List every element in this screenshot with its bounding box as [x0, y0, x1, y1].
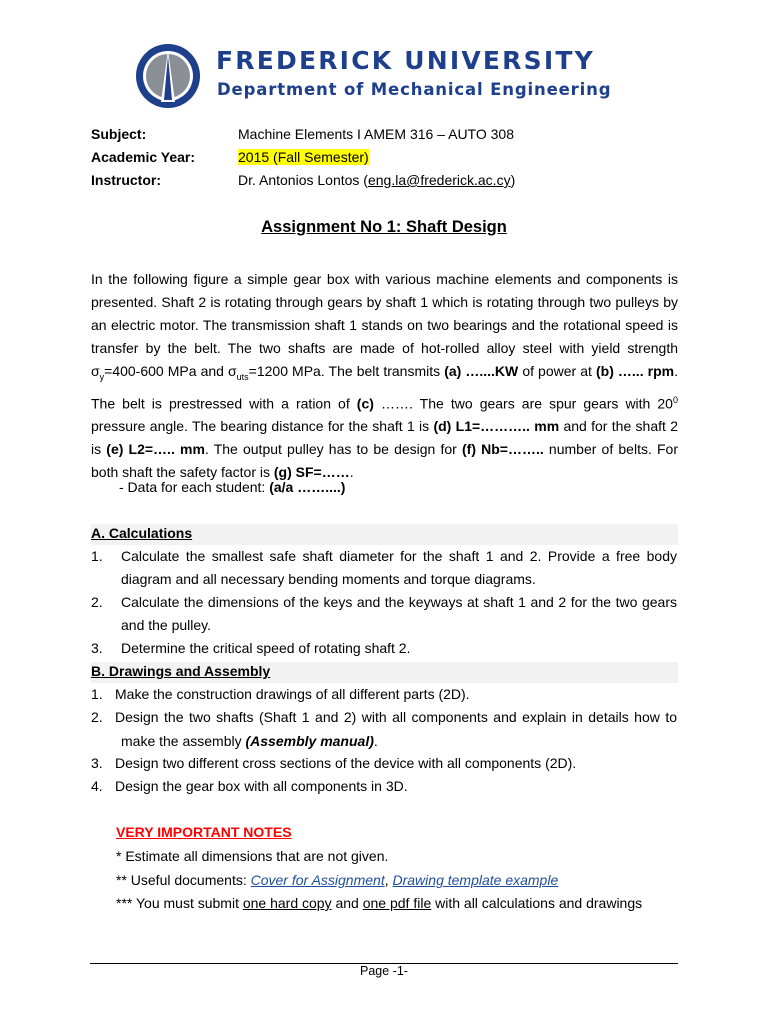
instructor-name: Dr. Antonios Lontos (: [238, 172, 368, 188]
academic-year-label: Academic Year:: [91, 149, 196, 165]
intro-text: number of belts. For both shaft the safety factor is: [91, 441, 679, 481]
superscript-0: 0: [672, 394, 678, 405]
note-2: [116, 872, 558, 888]
list-item-text: make the assembly: [121, 733, 246, 749]
student-data-prefix: - Data for each student:: [119, 479, 270, 495]
list-item: Design two different cross sections of the device with all components (2D).: [115, 755, 577, 771]
intro-text: =1200 MPa. The belt transmits: [248, 363, 445, 379]
subscript-y: y: [99, 371, 105, 382]
instructor-value: [238, 172, 515, 188]
drawing-template-link[interactable]: Drawing template example: [392, 872, 559, 888]
intro-paragraph: [91, 268, 678, 484]
university-logo-icon: [134, 42, 202, 110]
student-data-line: [119, 479, 345, 495]
section-a-title: A. Calculations: [91, 525, 193, 541]
intro-text: and for the shaft 2 is: [91, 418, 678, 458]
param-a: (a) …....KW: [444, 363, 519, 379]
list-item: Calculate the smallest safe shaft diameter for the shaft 1 and 2. Provide a free body: [121, 548, 677, 564]
param-d: (d) L1=……….. mm: [433, 418, 560, 435]
note-3-middle: and: [331, 895, 363, 911]
intro-text: . The output pulley has to be design for: [204, 441, 462, 458]
note-2-prefix: ** Useful documents:: [116, 872, 251, 888]
notes-title: VERY IMPORTANT NOTES: [116, 824, 292, 840]
list-item-text: .: [373, 733, 378, 749]
note-3: [116, 895, 642, 911]
subscript-uts: uts: [236, 371, 249, 382]
instructor-close-paren: ): [510, 172, 516, 188]
list-item: [121, 733, 378, 749]
university-name: FREDERICK UNIVERSITY: [216, 46, 595, 75]
intro-text: . The belt is prestressed with a ration of: [91, 363, 678, 412]
assignment-title: [0, 218, 768, 237]
list-number: 1.: [91, 686, 103, 702]
intro-text: ……. The two gears are spur gears with 20: [373, 395, 673, 412]
intro-text: pressure angle. The bearing distance for the shaft 1 is: [91, 418, 434, 435]
list-item: Design the two shafts (Shaft 1 and 2) with all components and explain in details how to: [115, 709, 677, 725]
pdf-file-text: one pdf file: [362, 895, 432, 911]
list-item: Make the construction drawings of all different parts (2D).: [115, 686, 470, 702]
note-3-suffix: with all calculations and drawings: [431, 895, 643, 911]
list-item: Design the gear box with all components in 3D.: [115, 778, 408, 794]
academic-year-value: [238, 149, 369, 165]
list-number: 2.: [91, 594, 103, 610]
instructor-email-link[interactable]: eng.la@frederick.ac.cy: [367, 172, 511, 188]
instructor-label: Instructor:: [91, 172, 161, 188]
subject-value: Machine Elements I AMEM 316 – AUTO 308: [238, 126, 514, 142]
cover-for-assignment-link[interactable]: Cover for Assignment: [250, 872, 385, 888]
list-item: Determine the critical speed of rotating shaft 2.: [121, 640, 411, 656]
intro-text: .: [349, 464, 354, 481]
note-2-separator: ,: [384, 872, 393, 888]
hard-copy-text: one hard copy: [242, 895, 332, 911]
intro-text: =400-600 MPa and σ: [104, 363, 237, 379]
list-number: 3.: [91, 755, 103, 771]
list-number: 2.: [91, 709, 103, 725]
list-item: and the pulley.: [121, 617, 212, 633]
param-e: (e) L2=….. mm: [106, 441, 205, 458]
academic-year-highlight: 2015 (Fall Semester): [238, 149, 369, 165]
assembly-manual-emphasis: (Assembly manual): [245, 733, 374, 749]
param-c: (c): [356, 395, 374, 412]
assignment-title-text: Assignment No 1: Shaft Design: [261, 218, 507, 236]
page-number: Page -1-: [360, 964, 408, 978]
param-b: (b) …... rpm: [595, 363, 675, 379]
student-data-value: (a/a ……....): [269, 479, 346, 495]
subject-label: Subject:: [91, 126, 147, 142]
list-number: 1.: [91, 548, 103, 564]
param-f: (f) Nb=……..: [462, 441, 544, 458]
list-number: 4.: [91, 778, 103, 794]
list-item: diagram and all necessary bending moments and torque diagrams.: [121, 571, 536, 587]
intro-text: In the following figure a simple gear box with various machine elements and components is presented. Shaft 2 is rotating through gears by shaft 1 which is rotating through two pulleys by an electric motor. The transmission shaft 1 stands on two bearings and the rotational speed is transfer by the belt. The two shafts are made of hot-rolled alloy steel with yield strength σ: [91, 271, 678, 379]
section-b-title: B. Drawings and Assembly: [91, 663, 271, 679]
department-name: Department of Mechanical Engineering: [217, 80, 612, 99]
param-g: (g) SF=……: [273, 464, 350, 481]
note-3-prefix: *** You must submit: [116, 895, 243, 911]
note-1: * Estimate all dimensions that are not given.: [116, 848, 389, 864]
list-item: Calculate the dimensions of the keys and the keyways at shaft 1 and 2 for the two gears: [121, 594, 677, 610]
intro-text: of power at: [518, 363, 596, 379]
list-number: 3.: [91, 640, 103, 656]
